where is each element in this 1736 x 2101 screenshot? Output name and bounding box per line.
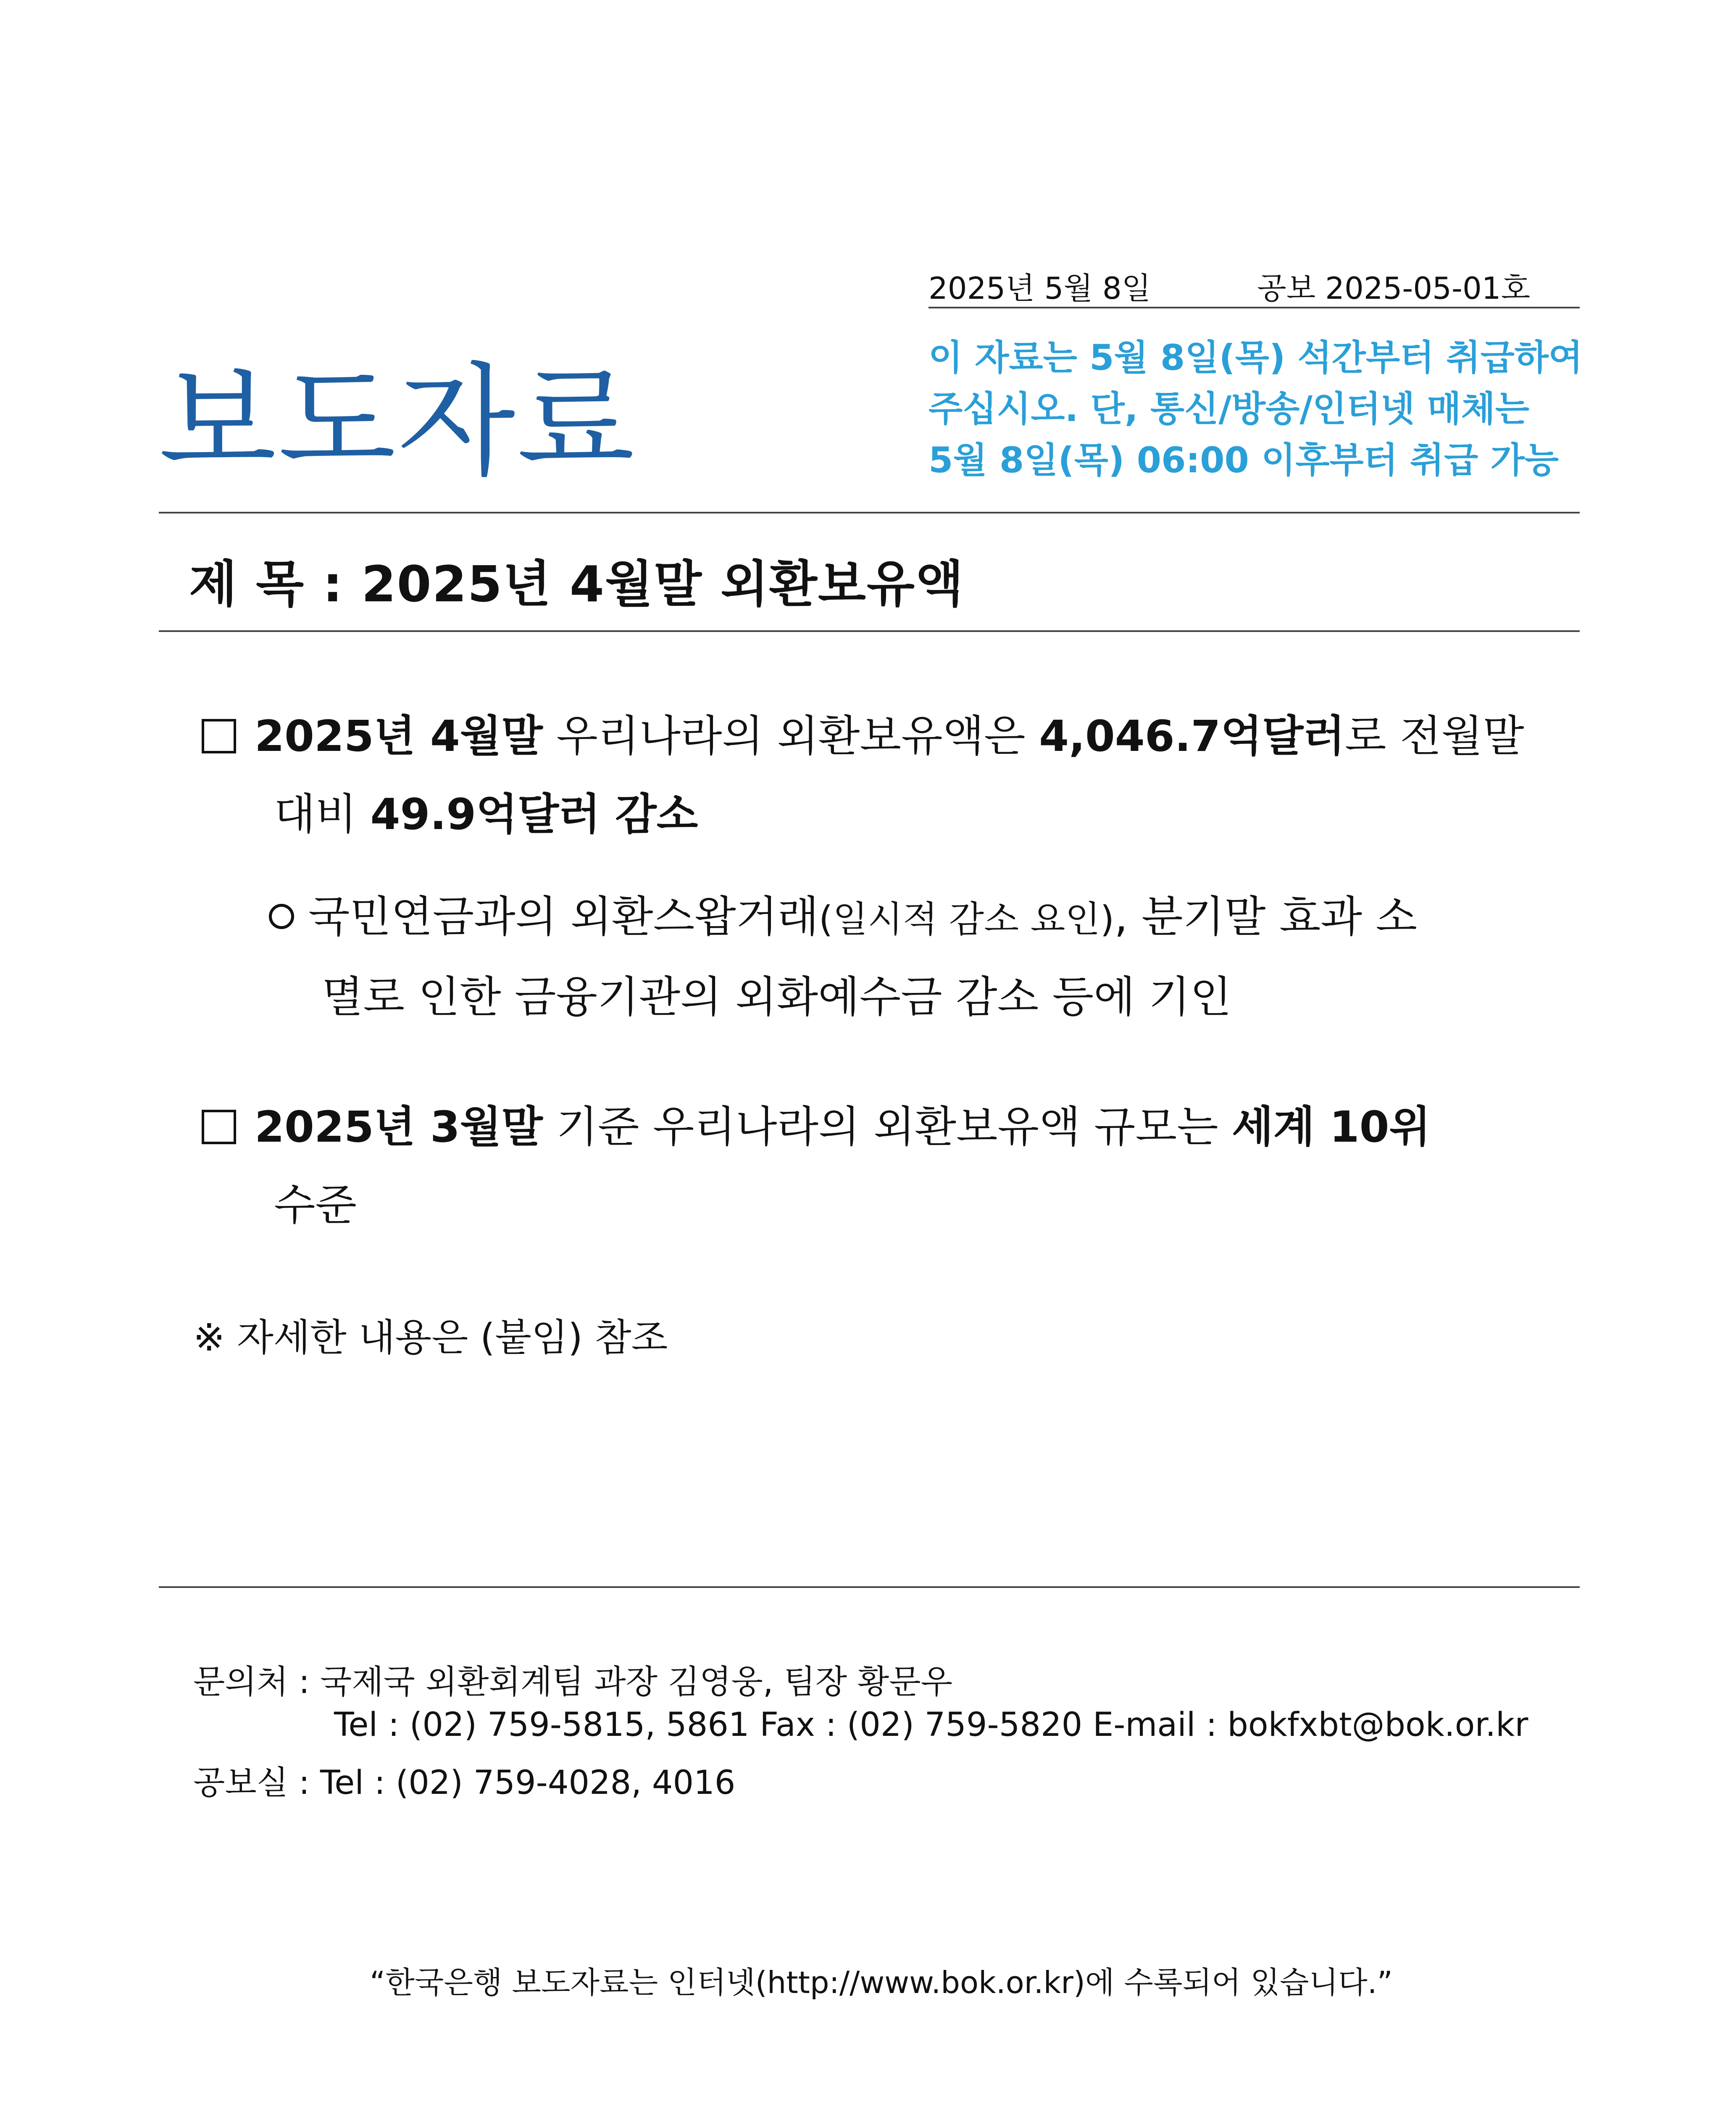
point2-line2: 수준	[274, 1180, 357, 1230]
page-title: 보도자료	[159, 351, 637, 493]
summary-point-2	[202, 1088, 1563, 1245]
contact-inquiry: 문의처 : 국제국 외환회계팀 과장 김영웅, 팀장 황문우	[193, 1663, 952, 1701]
date-line	[928, 264, 1571, 308]
checkbox-bullet-icon	[202, 719, 236, 753]
subject-top-divider	[159, 512, 1580, 513]
point1-period: 2025년 4월말	[255, 711, 543, 761]
point1-amount: 4,046.7억달러	[1039, 711, 1345, 761]
point1-change: 49.9억달러 감소	[370, 790, 698, 840]
subpoint-text-tail: , 분기말 효과 소	[1114, 892, 1418, 942]
subpoint-note: (일시적 감소 요인)	[818, 898, 1115, 940]
subject-bottom-divider	[159, 630, 1580, 632]
reference-note: ※ 자세한 내용은 (붙임) 참조	[193, 1316, 668, 1360]
embargo-line: 이 자료는 5월 8일(목) 석간부터 취급하여	[928, 337, 1583, 378]
embargo-line: 주십시오. 단, 통신/방송/인터넷 매체는	[928, 388, 1530, 429]
header-top-divider	[928, 307, 1580, 308]
point1-line2-text: 대비	[274, 790, 371, 840]
point2-rank: 세계 10위	[1232, 1102, 1431, 1152]
embargo-notice	[928, 332, 1584, 486]
summary-subpoint-1	[269, 878, 1563, 1037]
point1-text-tail: 로 전월말	[1345, 711, 1524, 761]
contact-phone-line: Tel : (02) 759-5815, 5861 Fax : (02) 759-5820 E-mail : bokfxbt@bok.or.kr	[334, 1706, 1528, 1744]
subpoint-text: 국민연금과의 외환스왑거래	[308, 892, 819, 942]
release-date: 2025년 5월 8일	[928, 271, 1151, 306]
point2-period: 2025년 3월말	[255, 1102, 543, 1152]
contact-pr-office: 공보실 : Tel : (02) 759-4028, 4016	[193, 1764, 736, 1802]
embargo-line: 5월 8일(목) 06:00 이후부터 취급 가능	[928, 440, 1559, 481]
subject-title: 제 목 : 2025년 4월말 외환보유액	[189, 555, 964, 613]
circle-bullet-icon	[269, 904, 294, 929]
point1-text: 우리나라의 외환보유액은	[542, 711, 1039, 761]
issue-number: 공보 2025-05-01호	[1257, 271, 1531, 306]
checkbox-bullet-icon	[202, 1110, 236, 1144]
subpoint-line2: 멸로 인한 금융기관의 외화예수금 감소 등에 기인	[322, 972, 1232, 1022]
contact-divider	[159, 1586, 1580, 1588]
point2-text: 기준 우리나라의 외환보유액 규모는	[542, 1102, 1232, 1152]
summary-point-1	[202, 698, 1563, 854]
website-notice: “한국은행 보도자료는 인터넷(http://www.bok.or.kr)에 수록되어 있습니다.”	[370, 1965, 1393, 2000]
